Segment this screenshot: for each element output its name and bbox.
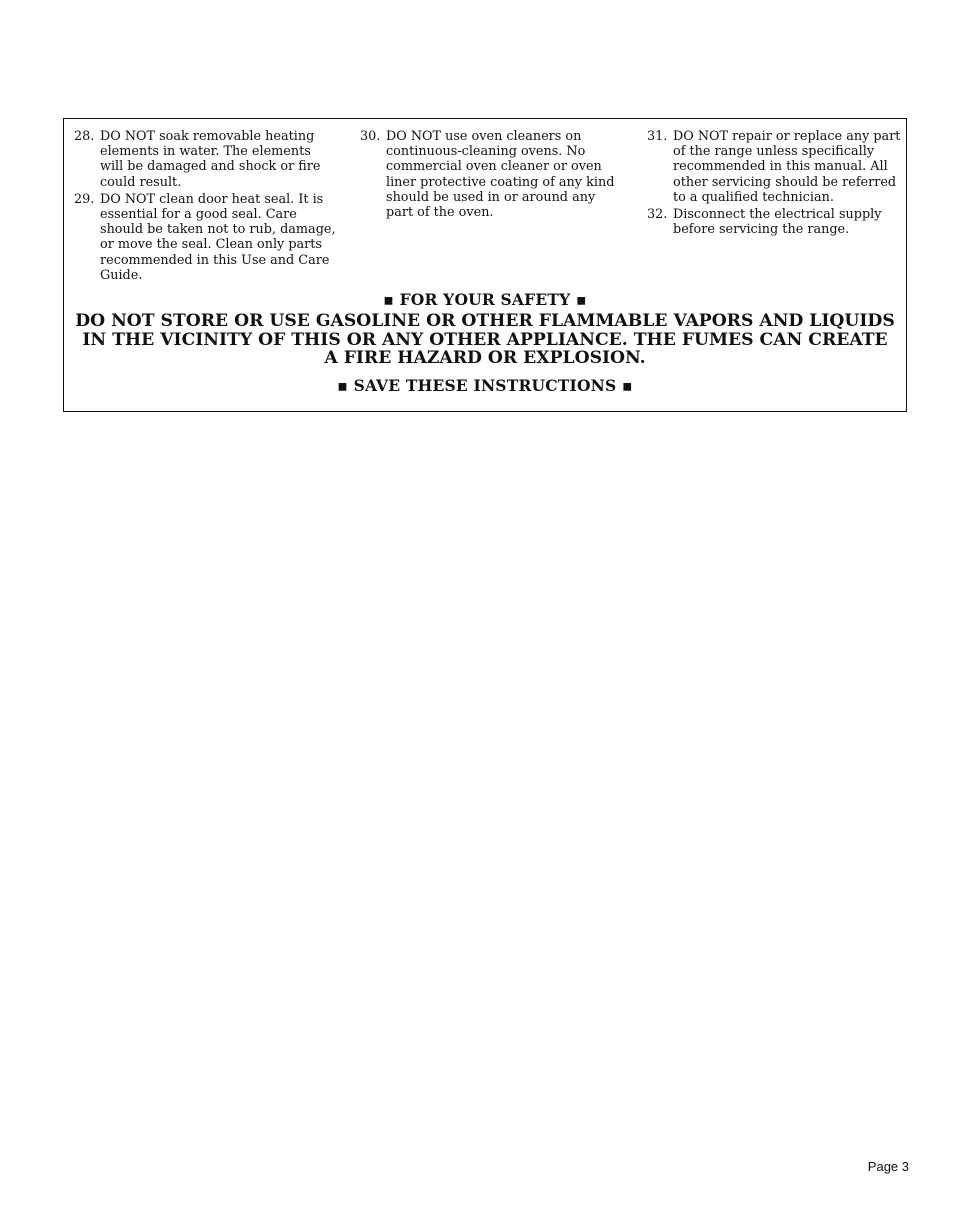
- item-number: 30.: [360, 129, 381, 144]
- flammable-warning: DO NOT STORE OR USE GASOLINE OR OTHER FLAMMABLE VAPORS AND LIQUIDS IN THE VICINITY OF THIS OR ANY OTHER APPLIANCE. THE FUMES CAN CREATE A FIRE HAZARD OR EXPLOSION.: [75, 311, 895, 368]
- item-number: 32.: [647, 207, 668, 223]
- safety-notice-box: [63, 118, 907, 412]
- item-text: DO NOT use oven cleaners on continuous-cleaning ovens. No commercial oven cleaner or oven liner protective coating of any kind should be used in or around any part of the oven.: [386, 129, 615, 221]
- list-item: [360, 129, 622, 220]
- notice-column-2: [360, 129, 622, 222]
- item-text: DO NOT soak removable heating elements in water. The elements will be damaged and shock or fire could result.: [100, 129, 321, 190]
- list-item: [74, 192, 336, 283]
- save-instructions-heading: ▪ SAVE THESE INSTRUCTIONS ▪: [337, 376, 633, 395]
- list-item: [647, 207, 907, 237]
- safety-heading: ▪ FOR YOUR SAFETY ▪: [383, 290, 587, 309]
- notice-column-1: [74, 129, 336, 285]
- item-text: Disconnect the electrical supply before servicing the range.: [673, 207, 882, 238]
- list-item: [74, 129, 336, 190]
- notice-column-3: [647, 129, 907, 239]
- item-number: 29.: [74, 191, 95, 207]
- item-text: DO NOT repair or replace any part of the range unless specifically recommended in this manual. All other servicing should be referred to a qualified technician.: [673, 129, 901, 205]
- item-number: 28.: [74, 129, 95, 144]
- item-number: 31.: [647, 129, 668, 144]
- item-text: DO NOT clean door heat seal. It is essential for a good seal. Care should be taken not to rub, damage, or move the seal. Clean only parts recommended in this Use and Care Guide.: [100, 191, 336, 283]
- list-item: [647, 129, 907, 205]
- page-number: Page 3: [867, 1159, 909, 1174]
